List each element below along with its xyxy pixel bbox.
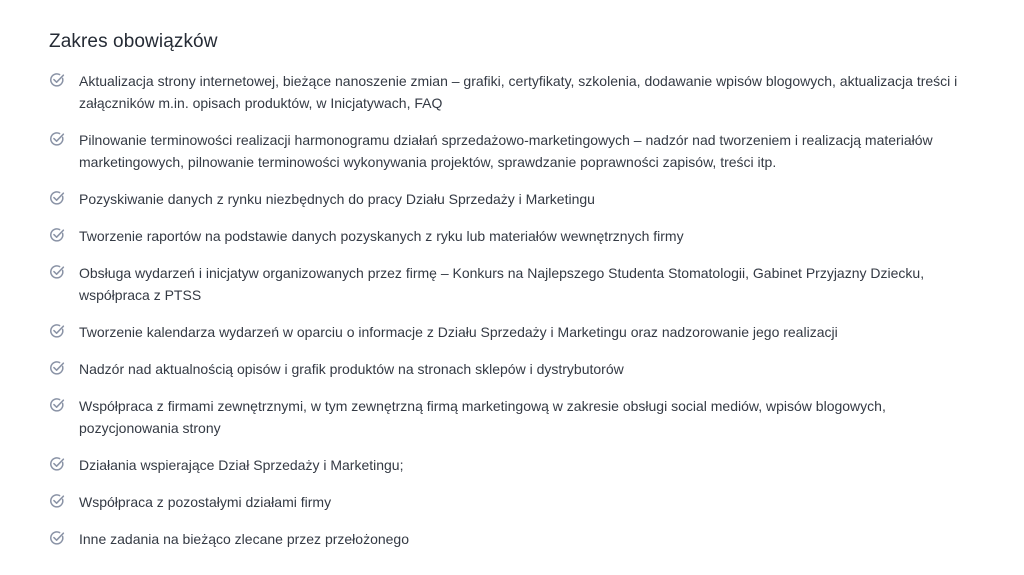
list-item-text: Współpraca z firmami zewnętrznymi, w tym zewnętrzną firmą marketingową w zakresie obsługi social mediów, wpisów blogowych, pozycjonowania strony	[79, 398, 886, 436]
list-item-text: Współpraca z pozostałymi działami firmy	[79, 494, 332, 510]
list-item-text: Tworzenie raportów na podstawie danych pozyskanych z ryku lub materiałów wewnętrznych firmy	[79, 228, 684, 244]
list-item	[49, 129, 989, 173]
list-item-text: Nadzór nad aktualnością opisów i grafik produktów na stronach sklepów i dystrybutorów	[79, 361, 624, 377]
section-title: Zakres obowiązków	[49, 31, 218, 52]
list-item	[49, 528, 989, 550]
check-circle-icon	[49, 397, 65, 413]
check-circle-icon	[49, 456, 65, 472]
list-item	[49, 358, 989, 380]
list-item	[49, 454, 989, 476]
responsibilities-section	[49, 30, 989, 565]
check-circle-icon	[49, 72, 65, 88]
list-item-text: Aktualizacja strony internetowej, bieżące nanoszenie zmian – grafiki, certyfikaty, szkolenia, dodawanie wpisów blogowych, aktualizacja treści i załączników m.in. opisach produktów, w Inicjatywach, FAQ	[79, 73, 958, 111]
list-item	[49, 395, 989, 439]
list-item-text: Pilnowanie terminowości realizacji harmonogramu działań sprzedażowo-marketingowych – nadzór nad tworzeniem i realizacją materiałów marketingowych, pilnowanie terminowości wykonywania projektów, sprawdzanie poprawności zapisów, treści itp.	[79, 132, 933, 170]
check-circle-icon	[49, 360, 65, 376]
check-circle-icon	[49, 530, 65, 546]
list-item	[49, 321, 989, 343]
check-circle-icon	[49, 323, 65, 339]
responsibilities-list	[49, 70, 989, 550]
check-circle-icon	[49, 190, 65, 206]
list-item-text: Tworzenie kalendarza wydarzeń w oparciu o informacje z Działu Sprzedaży i Marketingu oraz nadzorowanie jego realizacji	[79, 324, 838, 340]
list-item-text: Działania wspierające Dział Sprzedaży i Marketingu;	[79, 457, 404, 473]
list-item	[49, 491, 989, 513]
list-item-text: Pozyskiwanie danych z rynku niezbędnych do pracy Działu Sprzedaży i Marketingu	[79, 191, 595, 207]
list-item	[49, 188, 989, 210]
check-circle-icon	[49, 493, 65, 509]
list-item	[49, 225, 989, 247]
list-item-text: Inne zadania na bieżąco zlecane przez przełożonego	[79, 531, 410, 547]
list-item-text: Obsługa wydarzeń i inicjatyw organizowanych przez firmę – Konkurs na Najlepszego Studenta Stomatologii, Gabinet Przyjazny Dziecku, współpraca z PTSS	[79, 265, 925, 303]
check-circle-icon	[49, 131, 65, 147]
list-item	[49, 262, 989, 306]
check-circle-icon	[49, 264, 65, 280]
check-circle-icon	[49, 227, 65, 243]
list-item	[49, 70, 989, 114]
